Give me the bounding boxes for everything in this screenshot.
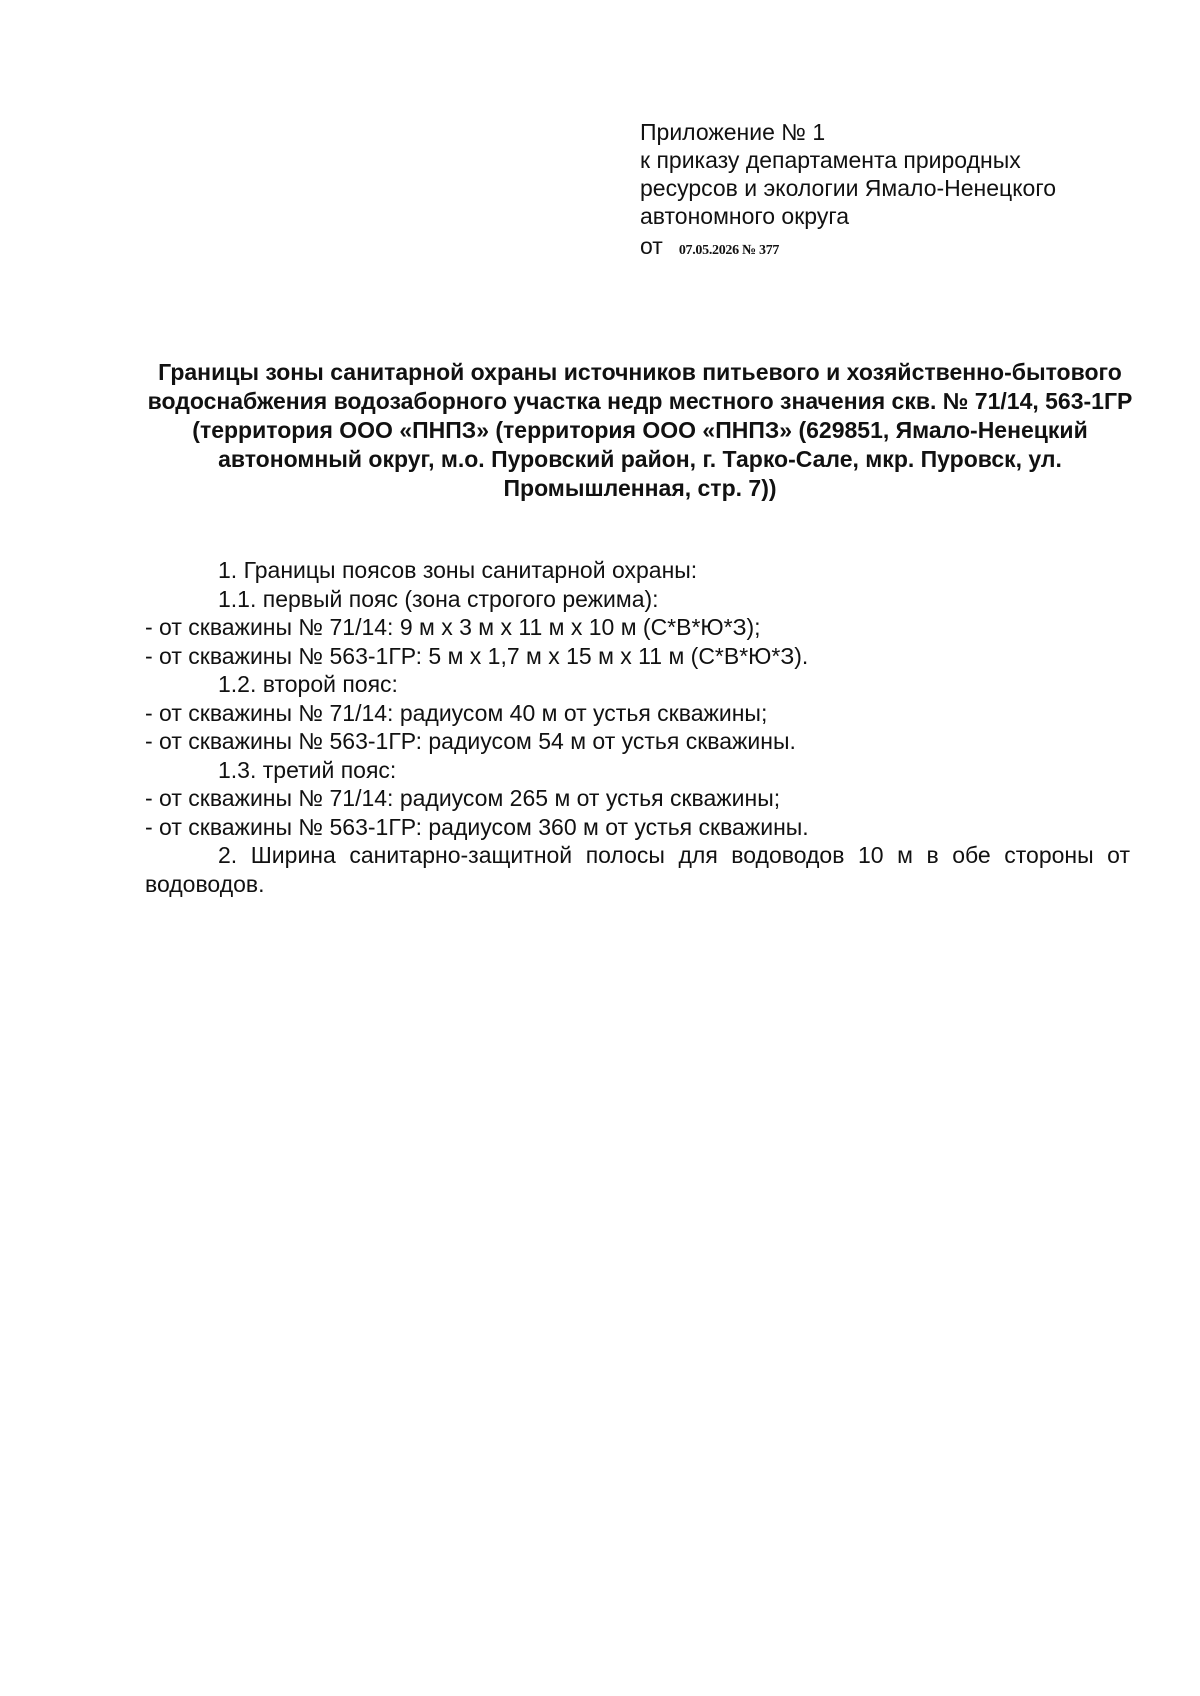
section-1-3-heading: 1.3. третий пояс: — [218, 756, 397, 783]
appendix-number: Приложение № 1 — [640, 119, 826, 145]
section-1-1-well-a: - от скважины № 71/14: 9 м х 3 м х 11 м х 10 м (С*В*Ю*З); — [145, 614, 761, 640]
appendix-order-ref: к приказу департамента природных — [640, 147, 1021, 173]
section-1-3-well-a: - от скважины № 71/14: радиусом 265 м от устья скважины; — [145, 785, 781, 811]
section-1-1-well-b: - от скважины № 563-1ГР: 5 м х 1,7 м х 15 м х 11 м (С*В*Ю*З). — [145, 642, 809, 669]
section-1-2-heading: 1.2. второй пояс: — [218, 671, 398, 697]
appendix-department: ресурсов и экологии Ямало-Ненецкого — [640, 175, 1056, 201]
section-1-2-well-a: - от скважины № 71/14: радиусом 40 м от устья скважины; — [145, 699, 768, 726]
appendix-region: автономного округа — [640, 203, 849, 229]
appendix-from-label: от — [640, 233, 663, 259]
section-1-2-well-b: - от скважины № 563-1ГР: радиусом 54 м от устья скважины. — [145, 728, 796, 754]
document-title: Границы зоны санитарной охраны источников питьевого и хозяйственно-бытового водоснабжения водозаборного участка недр местного значения скв. № 71/14, 563-1ГР (территория ООО «ПНПЗ» (территория ООО «ПНПЗ» (629851, Ямало-Ненецкий автономный округ, м.о. Пуровский район, г. Тарко-Сале, мкр. Пуровск, ул. Промышленная, стр. 7)) — [147, 359, 1133, 501]
section-2-paragraph: 2. Ширина санитарно-защитной полосы для водоводов 10 м в обе стороны от водоводов. — [145, 842, 1130, 897]
section-1-1-heading: 1.1. первый пояс (зона строгого режима): — [218, 585, 659, 612]
order-date-number-stamp: 07.05.2026 № 377 — [678, 243, 780, 258]
document-body — [145, 556, 1130, 898]
appendix-header — [640, 118, 1140, 265]
appendix-date-line — [640, 232, 1140, 265]
section-1-3-well-b: - от скважины № 563-1ГР: радиусом 360 м от устья скважины. — [145, 813, 809, 840]
section-1-heading: 1. Границы поясов зоны санитарной охраны: — [218, 557, 698, 583]
